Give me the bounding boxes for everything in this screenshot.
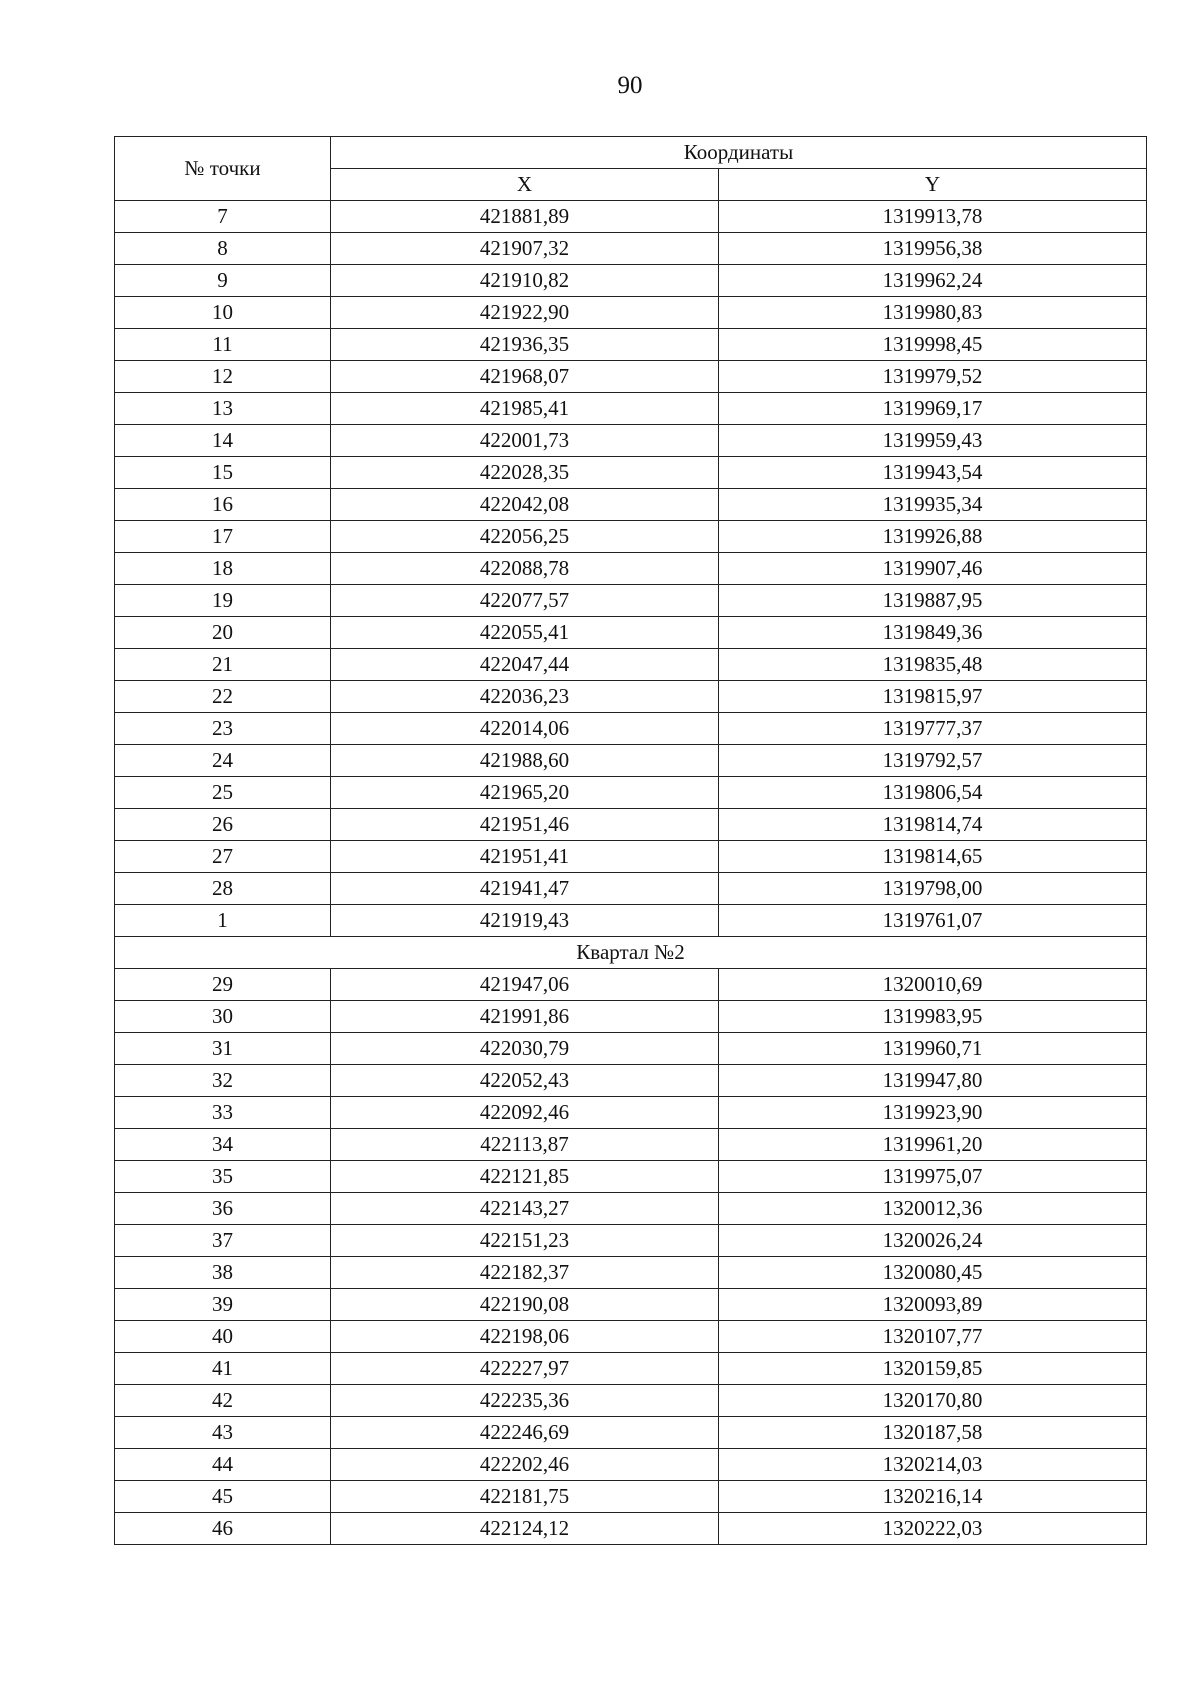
point-number-cell: 33 [115,1097,331,1129]
y-coordinate-cell: 1320010,69 [719,969,1147,1001]
table-row [115,329,1147,361]
x-coordinate-cell: 422001,73 [331,425,719,457]
coordinates-header: Координаты [331,137,1147,169]
x-coordinate-cell: 421947,06 [331,969,719,1001]
table-row [115,1193,1147,1225]
point-number-cell: 46 [115,1513,331,1545]
table-row [115,1385,1147,1417]
point-number-cell: 21 [115,649,331,681]
table-row [115,553,1147,585]
y-coordinate-cell: 1319887,95 [719,585,1147,617]
y-coordinate-cell: 1319913,78 [719,201,1147,233]
point-number-cell: 14 [115,425,331,457]
table-row [115,1417,1147,1449]
point-number-cell: 40 [115,1321,331,1353]
table-row [115,1289,1147,1321]
point-number-cell: 29 [115,969,331,1001]
x-header: X [331,169,719,201]
y-coordinate-cell: 1319798,00 [719,873,1147,905]
point-number-header: № точки [115,137,331,201]
point-number-cell: 13 [115,393,331,425]
table-row [115,201,1147,233]
y-coordinate-cell: 1319960,71 [719,1033,1147,1065]
point-number-cell: 41 [115,1353,331,1385]
x-coordinate-cell: 422151,23 [331,1225,719,1257]
y-coordinate-cell: 1319975,07 [719,1161,1147,1193]
x-coordinate-cell: 422182,37 [331,1257,719,1289]
y-coordinate-cell: 1320080,45 [719,1257,1147,1289]
page-number: 90 [617,72,643,99]
x-coordinate-cell: 421991,86 [331,1001,719,1033]
y-coordinate-cell: 1319761,07 [719,905,1147,937]
table-row [115,521,1147,553]
group-title-row [115,937,1147,969]
x-coordinate-cell: 421919,43 [331,905,719,937]
x-coordinate-cell: 422121,85 [331,1161,719,1193]
y-coordinate-cell: 1319815,97 [719,681,1147,713]
y-coordinate-cell: 1319962,24 [719,265,1147,297]
y-coordinate-cell: 1319980,83 [719,297,1147,329]
table-row [115,297,1147,329]
point-number-cell: 17 [115,521,331,553]
point-number-cell: 28 [115,873,331,905]
point-number-cell: 26 [115,809,331,841]
x-coordinate-cell: 422198,06 [331,1321,719,1353]
point-number-cell: 10 [115,297,331,329]
point-number-cell: 15 [115,457,331,489]
y-header: Y [719,169,1147,201]
y-coordinate-cell: 1319979,52 [719,361,1147,393]
y-coordinate-cell: 1319935,34 [719,489,1147,521]
y-coordinate-cell: 1320222,03 [719,1513,1147,1545]
y-coordinate-cell: 1320093,89 [719,1289,1147,1321]
x-coordinate-cell: 422088,78 [331,553,719,585]
point-number-cell: 8 [115,233,331,265]
point-number-cell: 27 [115,841,331,873]
table-row [115,1513,1147,1545]
x-coordinate-cell: 422052,43 [331,1065,719,1097]
table-row [115,1225,1147,1257]
table-row [115,585,1147,617]
table-row [115,681,1147,713]
y-coordinate-cell: 1320012,36 [719,1193,1147,1225]
coordinates-table [114,136,1147,1545]
table-row [115,649,1147,681]
table-row [115,1353,1147,1385]
table-row [115,265,1147,297]
point-number-cell: 44 [115,1449,331,1481]
table-row [115,1321,1147,1353]
table-row [115,1065,1147,1097]
y-coordinate-cell: 1320214,03 [719,1449,1147,1481]
y-coordinate-cell: 1319969,17 [719,393,1147,425]
x-coordinate-cell: 422014,06 [331,713,719,745]
point-number-cell: 22 [115,681,331,713]
table-row [115,809,1147,841]
x-coordinate-cell: 421988,60 [331,745,719,777]
x-coordinate-cell: 421922,90 [331,297,719,329]
point-number-cell: 12 [115,361,331,393]
y-coordinate-cell: 1319983,95 [719,1001,1147,1033]
table-row [115,873,1147,905]
point-number-cell: 36 [115,1193,331,1225]
table-row [115,1129,1147,1161]
point-number-cell: 16 [115,489,331,521]
y-coordinate-cell: 1320170,80 [719,1385,1147,1417]
point-number-cell: 32 [115,1065,331,1097]
y-coordinate-cell: 1319814,65 [719,841,1147,873]
y-coordinate-cell: 1320216,14 [719,1481,1147,1513]
point-number-cell: 19 [115,585,331,617]
y-coordinate-cell: 1319806,54 [719,777,1147,809]
y-coordinate-cell: 1319814,74 [719,809,1147,841]
point-number-cell: 1 [115,905,331,937]
table-row [115,425,1147,457]
y-coordinate-cell: 1319961,20 [719,1129,1147,1161]
point-number-cell: 30 [115,1001,331,1033]
x-coordinate-cell: 422113,87 [331,1129,719,1161]
y-coordinate-cell: 1319959,43 [719,425,1147,457]
x-coordinate-cell: 421907,32 [331,233,719,265]
table-row [115,393,1147,425]
table-body [115,201,1147,1545]
x-coordinate-cell: 422047,44 [331,649,719,681]
table-row [115,1257,1147,1289]
x-coordinate-cell: 422056,25 [331,521,719,553]
x-coordinate-cell: 422055,41 [331,617,719,649]
x-coordinate-cell: 421881,89 [331,201,719,233]
y-coordinate-cell: 1319943,54 [719,457,1147,489]
x-coordinate-cell: 422042,08 [331,489,719,521]
x-coordinate-cell: 422028,35 [331,457,719,489]
y-coordinate-cell: 1319926,88 [719,521,1147,553]
x-coordinate-cell: 421936,35 [331,329,719,361]
point-number-cell: 39 [115,1289,331,1321]
point-number-cell: 34 [115,1129,331,1161]
y-coordinate-cell: 1319956,38 [719,233,1147,265]
table-header [115,137,1147,201]
y-coordinate-cell: 1320026,24 [719,1225,1147,1257]
x-coordinate-cell: 422202,46 [331,1449,719,1481]
table-row [115,457,1147,489]
table-row [115,617,1147,649]
y-coordinate-cell: 1320159,85 [719,1353,1147,1385]
table-row [115,1097,1147,1129]
x-coordinate-cell: 422036,23 [331,681,719,713]
x-coordinate-cell: 422030,79 [331,1033,719,1065]
table-row [115,969,1147,1001]
y-coordinate-cell: 1319907,46 [719,553,1147,585]
x-coordinate-cell: 421985,41 [331,393,719,425]
table-row [115,1481,1147,1513]
table-row [115,361,1147,393]
table-row [115,713,1147,745]
y-coordinate-cell: 1319998,45 [719,329,1147,361]
table-row [115,489,1147,521]
x-coordinate-cell: 421951,41 [331,841,719,873]
y-coordinate-cell: 1319777,37 [719,713,1147,745]
point-number-cell: 38 [115,1257,331,1289]
table-row [115,905,1147,937]
x-coordinate-cell: 422143,27 [331,1193,719,1225]
x-coordinate-cell: 422092,46 [331,1097,719,1129]
point-number-cell: 23 [115,713,331,745]
x-coordinate-cell: 422190,08 [331,1289,719,1321]
table-row [115,841,1147,873]
x-coordinate-cell: 422077,57 [331,585,719,617]
point-number-cell: 25 [115,777,331,809]
table-row [115,233,1147,265]
y-coordinate-cell: 1319849,36 [719,617,1147,649]
y-coordinate-cell: 1319835,48 [719,649,1147,681]
table-row [115,1033,1147,1065]
point-number-cell: 43 [115,1417,331,1449]
x-coordinate-cell: 422227,97 [331,1353,719,1385]
x-coordinate-cell: 421968,07 [331,361,719,393]
x-coordinate-cell: 421965,20 [331,777,719,809]
y-coordinate-cell: 1320107,77 [719,1321,1147,1353]
y-coordinate-cell: 1319923,90 [719,1097,1147,1129]
point-number-cell: 42 [115,1385,331,1417]
y-coordinate-cell: 1319947,80 [719,1065,1147,1097]
x-coordinate-cell: 422235,36 [331,1385,719,1417]
point-number-cell: 45 [115,1481,331,1513]
table-row [115,1161,1147,1193]
point-number-cell: 20 [115,617,331,649]
point-number-cell: 35 [115,1161,331,1193]
y-coordinate-cell: 1320187,58 [719,1417,1147,1449]
x-coordinate-cell: 421951,46 [331,809,719,841]
point-number-cell: 37 [115,1225,331,1257]
point-number-cell: 18 [115,553,331,585]
table-row [115,777,1147,809]
x-coordinate-cell: 422246,69 [331,1417,719,1449]
point-number-cell: 11 [115,329,331,361]
x-coordinate-cell: 421910,82 [331,265,719,297]
y-coordinate-cell: 1319792,57 [719,745,1147,777]
x-coordinate-cell: 422181,75 [331,1481,719,1513]
point-number-cell: 9 [115,265,331,297]
table-row [115,745,1147,777]
x-coordinate-cell: 422124,12 [331,1513,719,1545]
group-title: Квартал №2 [115,937,1147,969]
point-number-cell: 7 [115,201,331,233]
x-coordinate-cell: 421941,47 [331,873,719,905]
point-number-cell: 31 [115,1033,331,1065]
table-row [115,1001,1147,1033]
point-number-cell: 24 [115,745,331,777]
table-row [115,1449,1147,1481]
